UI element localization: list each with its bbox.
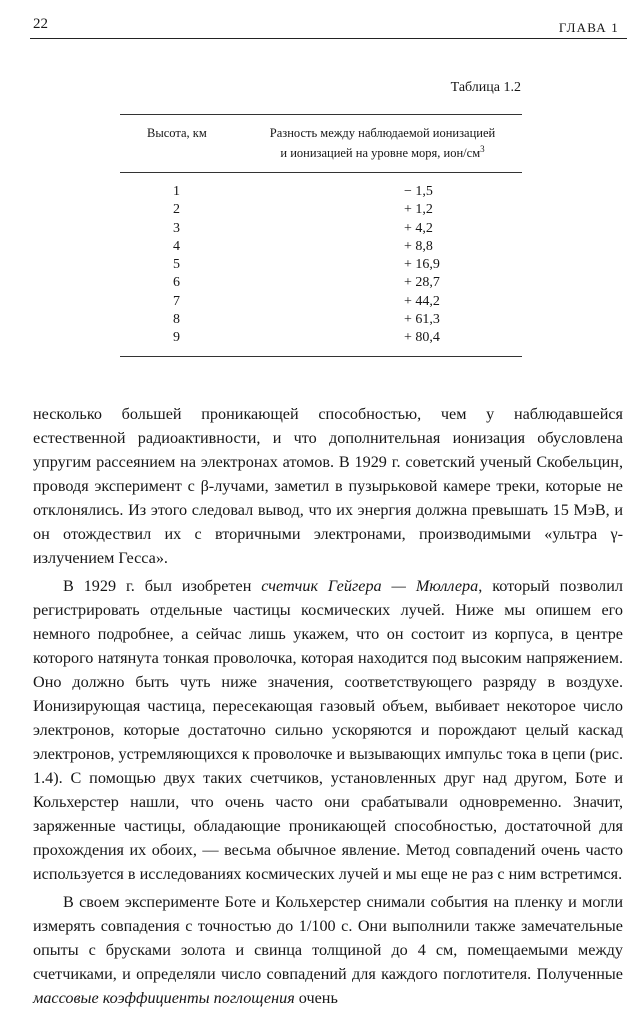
table-row xyxy=(120,293,522,311)
table-row xyxy=(120,238,522,256)
cell-height: 9 xyxy=(173,330,180,346)
table-row xyxy=(120,183,522,201)
header-rule xyxy=(30,38,627,39)
column-header-height: Высота, км xyxy=(147,126,207,140)
p3-term: массовые коэффициенты поглощения xyxy=(33,989,295,1007)
cell-height: 1 xyxy=(173,184,180,199)
cell-height: 7 xyxy=(173,293,180,309)
cell-value: + 61,3 xyxy=(404,312,440,328)
table-row xyxy=(120,311,522,329)
cell-height: 5 xyxy=(173,257,180,273)
cell-value: − 1,5 xyxy=(404,184,433,199)
table-row xyxy=(120,220,522,238)
cell-value: + 1,2 xyxy=(404,202,433,218)
cell-value: + 80,4 xyxy=(404,330,440,346)
paragraph-1: несколько большей проникающей способностью, чем у наблюдавшейся естественной радиоактивности, и что дополнительная ионизация обусловлена упругим рассеянием на электронах атомов. В 1929 г. советский ученый Скобельцин, проводя эксперимент с β-лучами, заметил в пузырьковой камере треки, которые не отклонялись. Из этого следовал вывод, что их энергия должна превышать 15 МэВ, и он отождествил их с вторичными электронами, производимыми «ультра γ-излучением Гесса». xyxy=(33,405,623,567)
paragraph-2 xyxy=(33,574,623,886)
cell-height: 8 xyxy=(173,312,180,328)
cell-height: 6 xyxy=(173,275,180,291)
p3-end: очень xyxy=(294,989,338,1007)
cell-value: + 28,7 xyxy=(404,275,440,291)
column-header-difference xyxy=(250,125,515,161)
body-text xyxy=(33,402,623,1010)
table-caption: Таблица 1.2 xyxy=(450,80,521,95)
cell-height: 3 xyxy=(173,220,180,236)
cell-value: + 4,2 xyxy=(404,220,433,236)
table-row xyxy=(120,201,522,219)
table-row xyxy=(120,274,522,292)
paragraph-3 xyxy=(33,890,623,1010)
p3-start: В своем эксперименте Боте и Кольхерстер снимали события на пленку и могли измерять совпадения с точностью до 1/100 с. Они выполнили также замечательные опыты с брусками золота и свинца толщиной до 4 см, помещаемыми между счетчиками, и определяли число совпадений для каждого поглотителя. Полученные xyxy=(33,893,623,983)
column-header-sup: 3 xyxy=(480,144,485,154)
cell-value: + 44,2 xyxy=(404,293,440,309)
page-number: 22 xyxy=(33,16,48,32)
table-top-rule xyxy=(120,114,522,115)
p2-term: счетчик Гейгера — Мюллера xyxy=(261,577,479,595)
cell-value: + 16,9 xyxy=(404,257,440,273)
cell-height: 4 xyxy=(173,238,180,254)
p2-start: В 1929 г. был изобретен xyxy=(63,577,262,595)
table-body xyxy=(120,183,522,348)
column-header-line1: Разность между наблюдаемой ионизацией xyxy=(269,126,496,140)
running-head: ГЛАВА 1 xyxy=(558,20,619,35)
table-bottom-rule xyxy=(120,356,522,357)
table-row xyxy=(120,329,522,347)
cell-value: + 8,8 xyxy=(404,238,433,254)
column-header-line2: и ионизацией на уровне моря, ион/см xyxy=(280,146,481,161)
cell-height: 2 xyxy=(173,202,180,218)
table-header-rule xyxy=(120,172,522,173)
p2-rest: , который позволил регистрировать отдельные частицы космических лучей. Ниже мы опишем его немного подробнее, а сейчас лишь укажем, что он состоит из корпуса, в центре которого натянута тонкая проволочка, которая находится под высоким напряжением. Оно должно быть чуть ниже значения, соответствующего разряду в воздухе. Ионизирующая частица, пересекающая газовый объем, выбивает некоторое число электронов, которые достаточно сильно ускоряются и порождают целый каскад электронов, устремляющихся к проволочке и вызывающих импульс тока в цепи (рис. 1.4). С помощью двух таких счетчиков, установленных друг над другом, Боте и Кольхерстер нашли, что очень часто они срабатывали одновременно. Значит, заряженные частицы, обладающие проникающей способностью, достаточной для прохождения их обоих, — весьма обычное явление. Метод совпадений очень часто используется в исследованиях космических лучей и мы еще не раз с ним встретимся. xyxy=(33,577,623,883)
table-row xyxy=(120,256,522,274)
